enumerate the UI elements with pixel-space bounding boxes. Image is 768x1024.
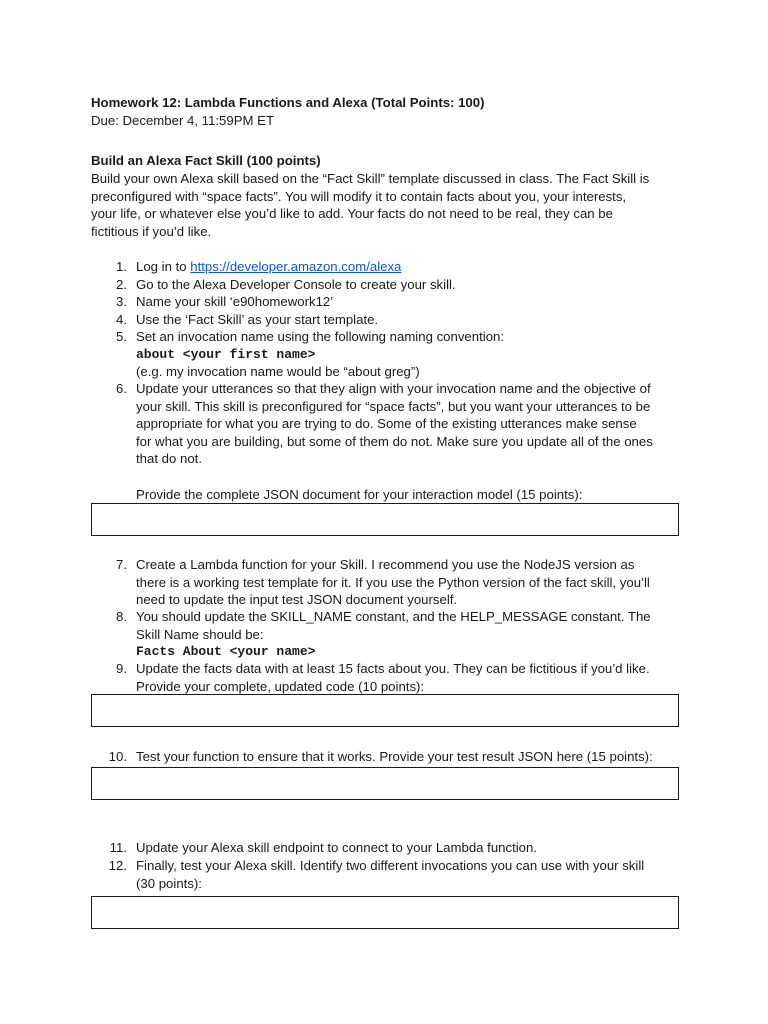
section-title: Build an Alexa Fact Skill (100 points) xyxy=(91,153,321,168)
step-text: Update the facts data with at least 15 facts about you. They can be fictitious if you’d like. xyxy=(136,661,650,676)
step-text: Provide your complete, updated code (10 points): xyxy=(136,678,425,694)
step-text: appropriate for what you are trying to do. Some of the existing utterances make sense xyxy=(136,416,637,432)
invocation-code: about <your first name> xyxy=(136,346,316,362)
step-number: 7. xyxy=(116,557,127,572)
step-number: 9. xyxy=(116,661,127,676)
answer-box-updated-code[interactable] xyxy=(91,694,679,727)
step-text: Skill Name should be: xyxy=(136,626,264,642)
step-number: 2. xyxy=(116,277,127,292)
step-number: 5. xyxy=(116,329,127,344)
step-example: (e.g. my invocation name would be “about greg”) xyxy=(136,364,420,380)
intro-paragraph xyxy=(91,170,681,240)
step-text: Create a Lambda function for your Skill. I recommend you use the NodeJS version as xyxy=(136,557,635,572)
step-text: for what you are building, but some of them do not. Make sure you update all of the ones xyxy=(136,433,653,449)
step-text: Test your function to ensure that it works. Provide your test result JSON here (15 points): xyxy=(136,749,653,764)
step-text: Update your Alexa skill endpoint to connect to your Lambda function. xyxy=(136,840,538,855)
intro-line: fictitious if you’d like. xyxy=(91,223,212,239)
answer-box-test-result[interactable] xyxy=(91,767,679,800)
step-number: 3. xyxy=(116,294,127,309)
document-title: Homework 12: Lambda Functions and Alexa (Total Points: 100) xyxy=(91,95,485,110)
step-text: that do not. xyxy=(136,451,202,467)
step-text: Name your skill ‘e90homework12’ xyxy=(136,294,334,309)
skill-name-code: Facts About <your name> xyxy=(136,644,316,660)
developer-link[interactable]: https://developer.amazon.com/alexa xyxy=(190,259,402,274)
step-number: 4. xyxy=(116,312,127,327)
step-text: Finally, test your Alexa skill. Identify two different invocations you can use with your skill xyxy=(136,858,645,873)
intro-line: Build your own Alexa skill based on the “Fact Skill” template discussed in class. The Fact Skill is xyxy=(91,171,650,186)
step-text: there is a working test template for it. If you use the Python version of the fact skill, you’ll xyxy=(136,574,650,590)
step-number: 1. xyxy=(116,259,127,274)
step-text: (30 points): xyxy=(136,875,202,891)
step-number: 8. xyxy=(116,609,127,624)
step-text: Update your utterances so that they align with your invocation name and the objective of xyxy=(136,381,651,396)
step-text: your skill. This skill is preconfigured for “space facts”, but you want your utterances to be xyxy=(136,398,651,414)
answer-prompt-interaction-model: Provide the complete JSON document for your interaction model (15 points): xyxy=(136,487,583,502)
answer-box-interaction-model[interactable] xyxy=(91,503,679,536)
step-text: Set an invocation name using the following naming convention: xyxy=(136,329,505,344)
step-number: 12. xyxy=(108,858,127,873)
step-text: Log in to xyxy=(136,259,191,274)
step-text: need to update the input test JSON document yourself. xyxy=(136,592,458,608)
answer-box-invocations[interactable] xyxy=(91,896,679,929)
due-date: Due: December 4, 11:59PM ET xyxy=(91,113,274,128)
step-text: You should update the SKILL_NAME constant, and the HELP_MESSAGE constant. The xyxy=(136,609,651,624)
step-number: 10. xyxy=(108,749,127,764)
intro-line: preconfigured with “space facts”. You will modify it to contain facts about you, your interests, xyxy=(91,188,627,204)
step-text: Go to the Alexa Developer Console to create your skill. xyxy=(136,277,456,292)
step-text: Use the ‘Fact Skill’ as your start template. xyxy=(136,312,379,327)
step-number: 11. xyxy=(109,840,127,855)
step-number: 6. xyxy=(116,381,127,396)
intro-line: your life, or whatever else you’d like to add. Your facts do not need to be real, they can be xyxy=(91,206,613,222)
